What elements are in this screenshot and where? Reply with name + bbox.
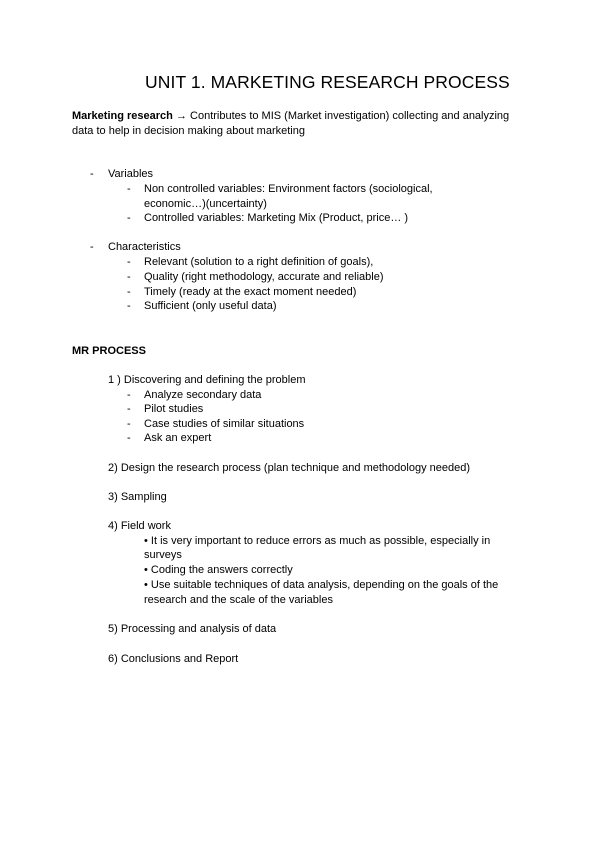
- step-1-item-dash: -: [127, 403, 131, 415]
- step-1-item: Ask an expert: [144, 432, 212, 444]
- variables-item-dash: -: [127, 183, 131, 195]
- step-1-item-dash: -: [127, 418, 131, 430]
- page-title: UNIT 1. MARKETING RESEARCH PROCESS: [145, 72, 510, 92]
- section-heading-mr-process: MR PROCESS: [72, 345, 146, 357]
- characteristics-item-dash: -: [127, 286, 131, 298]
- characteristics-item-dash: -: [127, 300, 131, 312]
- step-1-item-dash: -: [127, 432, 131, 444]
- step-4-point-continuation: surveys: [144, 549, 182, 561]
- step-1-item: Pilot studies: [144, 403, 204, 415]
- step-4-label: 4) Field work: [108, 520, 171, 532]
- step-6: 6) Conclusions and Report: [108, 653, 239, 665]
- variables-item: Controlled variables: Marketing Mix (Product, price… ): [144, 212, 409, 224]
- characteristics-item-dash: -: [127, 256, 131, 268]
- step-4-point-continuation: research and the scale of the variables: [144, 594, 333, 606]
- step-5: 5) Processing and analysis of data: [108, 623, 277, 635]
- characteristics-item-dash: -: [127, 271, 131, 283]
- variables-label: Variables: [108, 168, 154, 180]
- step-1-item: Analyze secondary data: [144, 389, 262, 401]
- arrow-glyph: →: [175, 110, 187, 122]
- step-1-label: 1 ) Discovering and defining the problem: [108, 374, 306, 386]
- intro-paragraph: [72, 109, 522, 139]
- variables-item-dash: -: [127, 212, 131, 224]
- variables-item-continuation: economic…)(uncertainty): [144, 198, 267, 210]
- characteristics-item: Timely (ready at the exact moment needed): [144, 286, 357, 298]
- characteristics-label: Characteristics: [108, 241, 181, 253]
- characteristics-dash: -: [90, 241, 94, 253]
- characteristics-item: Quality (right methodology, accurate and reliable): [144, 271, 384, 283]
- step-4-point: • Coding the answers correctly: [144, 564, 293, 576]
- characteristics-item: Sufficient (only useful data): [144, 300, 277, 312]
- step-2: 2) Design the research process (plan technique and methodology needed): [108, 462, 471, 474]
- characteristics-item: Relevant (solution to a right definition of goals),: [144, 256, 374, 268]
- variables-item: Non controlled variables: Environment factors (sociological,: [144, 183, 433, 195]
- step-1-item: Case studies of similar situations: [144, 418, 305, 430]
- intro-term: Marketing research: [72, 110, 173, 122]
- intro-definition: Contributes to MIS (Market investigation) collecting and analyzing data to help in decision making about marketing: [72, 110, 510, 137]
- step-4-point: • Use suitable techniques of data analysis, depending on the goals of the: [144, 579, 499, 591]
- step-3: 3) Sampling: [108, 491, 167, 503]
- step-4-point: • It is very important to reduce errors as much as possible, especially in: [144, 535, 491, 547]
- step-1-item-dash: -: [127, 389, 131, 401]
- variables-dash: -: [90, 168, 94, 180]
